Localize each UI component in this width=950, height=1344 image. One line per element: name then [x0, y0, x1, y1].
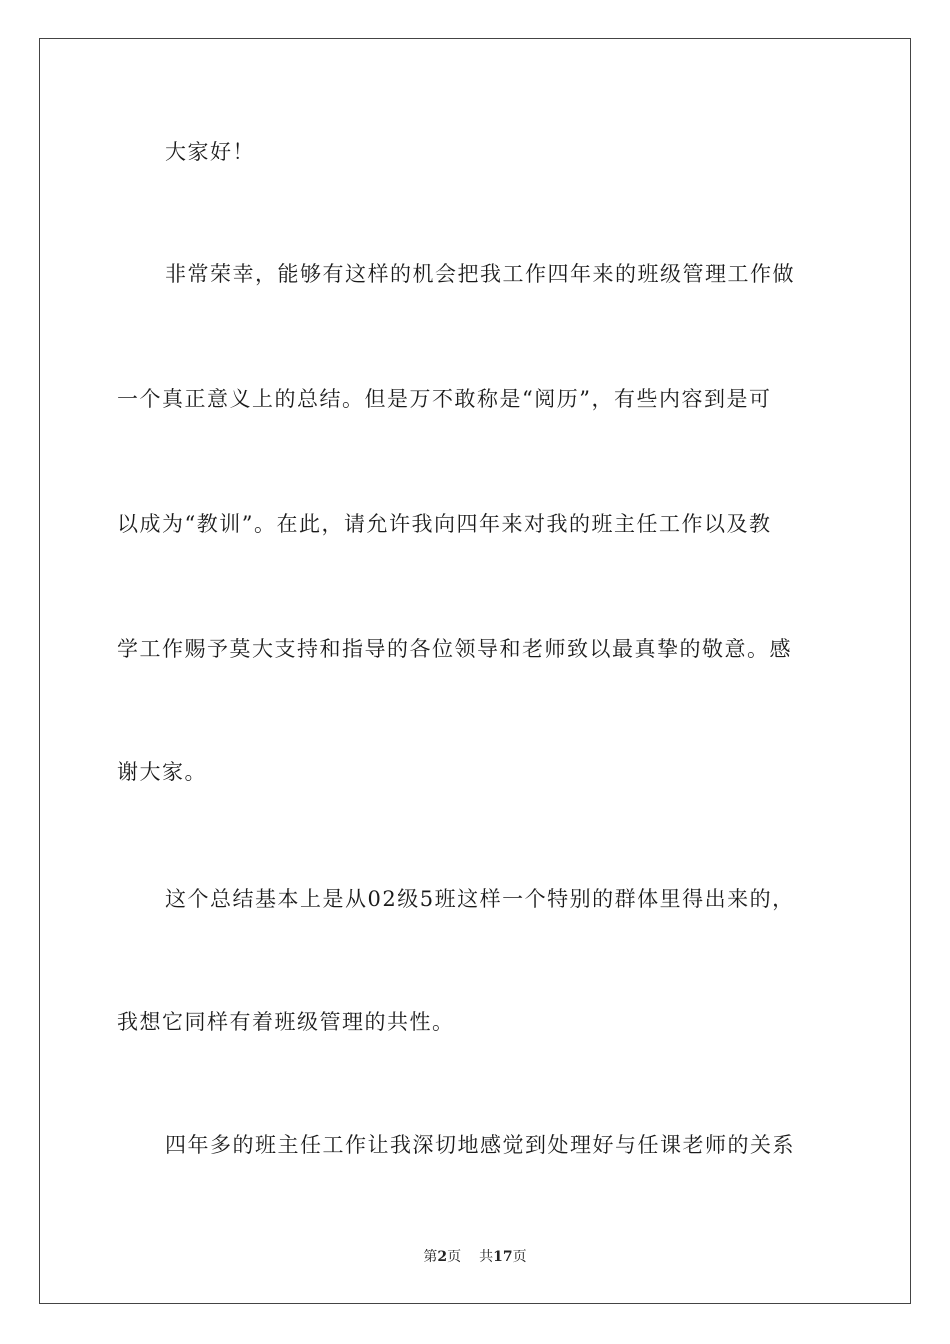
paragraph-3-line-1: 四年多的班主任工作让我深切地感觉到处理好与任课老师的关系 — [165, 1133, 795, 1157]
paragraph-2-line-1: 这个总结基本上是从02级5班这样一个特别的群体里得出来的， — [165, 887, 795, 911]
total-suffix: 页 — [512, 1249, 527, 1265]
page-number: 2 — [437, 1249, 448, 1265]
page-footer — [0, 1247, 950, 1267]
paragraph-1-line-5: 谢大家。 — [117, 760, 207, 784]
paragraph-1-line-4: 学工作赐予莫大支持和指导的各位领导和老师致以最真挚的敬意。感 — [117, 637, 792, 661]
paragraph-1-line-2: 一个真正意义上的总结。但是万不敢称是“阅历”，有些内容到是可 — [117, 387, 772, 411]
total-pages: 17 — [493, 1249, 513, 1265]
greeting-line: 大家好！ — [165, 140, 255, 164]
page-frame — [39, 38, 911, 1304]
page-suffix: 页 — [447, 1249, 462, 1265]
page-prefix: 第 — [423, 1249, 438, 1265]
paragraph-2-line-2: 我想它同样有着班级管理的共性。 — [117, 1010, 455, 1034]
total-prefix: 共 — [479, 1249, 494, 1265]
paragraph-1-line-1: 非常荣幸，能够有这样的机会把我工作四年来的班级管理工作做 — [165, 262, 795, 286]
paragraph-1-line-3: 以成为“教训”。在此，请允许我向四年来对我的班主任工作以及教 — [117, 512, 772, 536]
